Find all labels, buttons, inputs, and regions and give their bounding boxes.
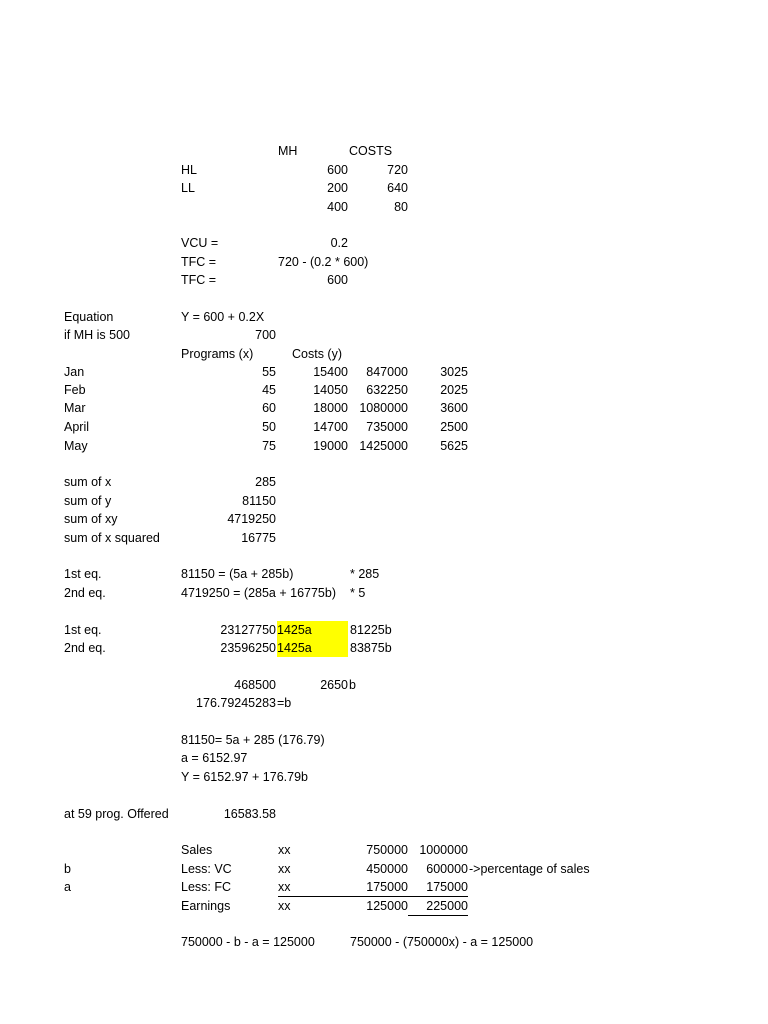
sum-y-label: sum of y: [64, 494, 112, 508]
solve-line-2: a = 6152.97: [181, 751, 248, 765]
income-v2: 600000: [426, 862, 468, 876]
xy-value: 847000: [366, 365, 408, 379]
b-suffix: =b: [277, 696, 292, 710]
header-mh: MH: [278, 144, 298, 158]
mult-eq2-label: 2nd eq.: [64, 641, 106, 655]
mult-eq1-value: 23127750: [220, 623, 276, 637]
mult-eq1-label: 1st eq.: [64, 623, 102, 637]
eq1-value: 81150 = (5a + 285b): [181, 567, 294, 581]
xy-value: 1425000: [359, 439, 408, 453]
eq2-label: 2nd eq.: [64, 586, 106, 600]
ll-cost: 640: [387, 181, 408, 195]
income-v1: 450000: [366, 862, 408, 876]
costs-y: 18000: [313, 401, 348, 415]
income-xx: xx: [278, 862, 291, 876]
eq2-value: 4719250 = (285a + 16775b): [181, 586, 336, 600]
mh500-value: 700: [255, 328, 276, 342]
xy-value: 1080000: [359, 401, 408, 415]
x-squared: 2025: [440, 383, 468, 397]
diff-left: 468500: [234, 678, 276, 692]
income-label: Less: FC: [181, 880, 232, 894]
month-label: Jan: [64, 365, 85, 379]
mult-eq2-value: 23596250: [220, 641, 276, 655]
equation-label: Equation: [64, 310, 114, 324]
month-label: April: [64, 420, 90, 434]
mult-eq2-b: 83875b: [350, 641, 392, 655]
costs-y: 14700: [313, 420, 348, 434]
ll-mh: 200: [327, 181, 348, 195]
income-v2: 225000: [408, 897, 468, 916]
income-note: ->percentage of sales: [469, 862, 590, 876]
sum-x-value: 285: [255, 475, 276, 489]
hl-label: HL: [181, 163, 197, 177]
tfc-formula: 720 - (0.2 * 600): [278, 255, 369, 269]
b-value: 176.79245283: [196, 696, 276, 710]
diff-mh: 400: [327, 200, 348, 214]
month-label: Feb: [64, 383, 86, 397]
programs-y-header: Costs (y): [292, 347, 342, 361]
tfc-label: TFC =: [181, 255, 217, 269]
diff-right: 2650: [320, 678, 348, 692]
diff-cost: 80: [394, 200, 408, 214]
sum-y-value: 81150: [242, 494, 276, 508]
income-v1: 125000: [366, 899, 408, 913]
offered-value: 16583.58: [223, 807, 276, 821]
sum-x-label: sum of x: [64, 475, 112, 489]
final-right: 750000 - (750000x) - a = 125000: [350, 935, 534, 949]
sum-x2-value: 16775: [241, 531, 276, 545]
income-xx: xx: [278, 899, 291, 913]
programs-x: 60: [262, 401, 276, 415]
solve-line-3: Y = 6152.97 + 176.79b: [181, 770, 308, 784]
sum-xy-value: 4719250: [227, 512, 276, 526]
eq1-label: 1st eq.: [64, 567, 102, 581]
income-side: a: [64, 880, 71, 894]
income-side: b: [64, 862, 71, 876]
income-label: Earnings: [181, 899, 231, 913]
sum-xy-label: sum of xy: [64, 512, 118, 526]
final-left: 750000 - b - a = 125000: [181, 935, 315, 949]
tfc-value: 600: [327, 273, 348, 287]
programs-x: 75: [262, 439, 276, 453]
costs-y: 15400: [313, 365, 348, 379]
equation-value: Y = 600 + 0.2X: [181, 310, 265, 324]
income-label: Less: VC: [181, 862, 232, 876]
x-squared: 5625: [440, 439, 468, 453]
tfc-label-2: TFC =: [181, 273, 217, 287]
vcu-label: VCU =: [181, 236, 219, 250]
header-costs: COSTS: [349, 144, 393, 158]
income-v1: 750000: [366, 843, 408, 857]
eq1-multiplier: * 285: [350, 567, 380, 581]
hl-cost: 720: [387, 163, 408, 177]
x-squared: 3600: [440, 401, 468, 415]
costs-y: 19000: [313, 439, 348, 453]
income-v2: 175000: [408, 878, 468, 897]
solve-line-1: 81150= 5a + 285 (176.79): [181, 733, 325, 747]
xy-value: 632250: [366, 383, 408, 397]
mult-eq1-a: 1425a: [277, 621, 348, 639]
offered-label: at 59 prog. Offered: [64, 807, 169, 821]
eq2-multiplier: * 5: [350, 586, 366, 600]
programs-x: 45: [262, 383, 276, 397]
costs-y: 14050: [313, 383, 348, 397]
income-xx: xx: [278, 878, 350, 897]
programs-x-header: Programs (x): [181, 347, 254, 361]
ll-label: LL: [181, 181, 195, 195]
income-v1: 175000: [350, 878, 408, 897]
mh500-label: if MH is 500: [64, 328, 130, 342]
income-v2: 1000000: [419, 843, 468, 857]
x-squared: 2500: [440, 420, 468, 434]
vcu-value: 0.2: [330, 236, 348, 250]
month-label: Mar: [64, 401, 86, 415]
mult-eq2-a: 1425a: [277, 639, 348, 657]
xy-value: 735000: [366, 420, 408, 434]
programs-x: 55: [262, 365, 276, 379]
income-label: Sales: [181, 843, 213, 857]
sum-x2-label: sum of x squared: [64, 531, 160, 545]
mult-eq1-b: 81225b: [350, 623, 392, 637]
diff-b: b: [349, 678, 356, 692]
hl-mh: 600: [327, 163, 348, 177]
month-label: May: [64, 439, 88, 453]
programs-x: 50: [262, 420, 276, 434]
x-squared: 3025: [440, 365, 468, 379]
income-xx: xx: [278, 843, 291, 857]
